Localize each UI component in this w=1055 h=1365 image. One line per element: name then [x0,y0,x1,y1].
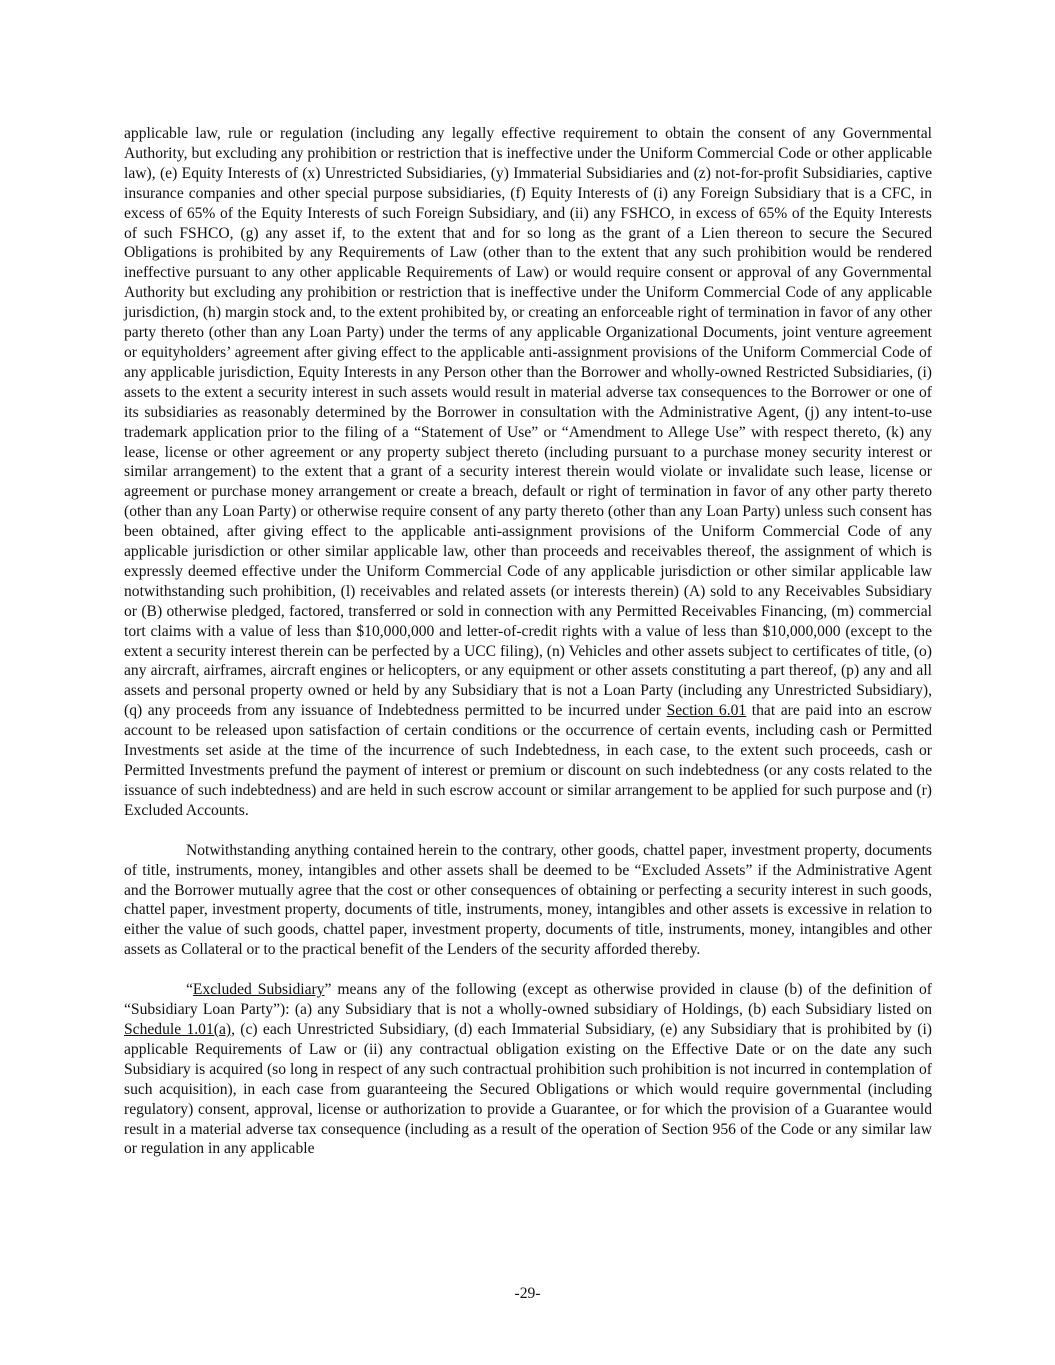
document-page [124,124,932,1179]
paragraph-notwithstanding [124,841,932,960]
paragraph-excluded-subsidiary-definition [124,980,932,1159]
page-number: -29- [514,1285,541,1302]
open-quote: “ [186,981,193,999]
paragraph-text: applicable law, rule or regulation (including any legally effective requirement to obtain the consent of any Governmental Authority, but excluding any prohibition or restriction that is ineffective under the Uniform Commercial Code or other applicable law), (e) Equity Interests of (x) Unrestricted Subsidiaries, (y) Immaterial Subsidiaries and (z) not-for-profit Subsidiaries, captive insurance companies and other special purpose subsidiaries, (f) Equity Interests of (i) any Foreign Subsidiary that is a CFC, in excess of 65% of the Equity Interests of such Foreign Subsidiary, and (ii) any FSHCO, in excess of 65% of the Equity Interests of such FSHCO, (g) any asset if, to the extent that and for so long as the grant of a Lien thereon to secure the Secured Obligations is prohibited by any Requirements of Law (other than to the extent that any such prohibition would be rendered ineffective pursuant to any other applicable Requirements of Law) or would require consent or approval of any Governmental Authority but excluding any prohibition or restriction that is ineffective under the Uniform Commercial Code of any applicable jurisdiction, (h) margin stock and, to the extent prohibited by, or creating an enforceable right of termination in favor of any other party thereto (other than any Loan Party) under the terms of any applicable Organizational Documents, joint venture agreement or equityholders’ agreement after giving effect to the applicable anti-assignment provisions of the Uniform Commercial Code of any applicable jurisdiction, Equity Interests in any Person other than the Borrower and wholly-owned Restricted Subsidiaries, (i) assets to the extent a security interest in such assets would result in material adverse tax consequences to the Borrower or one of its subsidiaries as reasonably determined by the Borrower in consultation with the Administrative Agent, (j) any intent-to-use trademark application prior to the filing of a “Statement of Use” or “Amendment to Allege Use” with respect thereto, (k) any lease, license or other agreement or any property subject thereto (including pursuant to a purchase money security interest or similar arrangement) to the extent that a grant of a security interest therein would violate or invalidate such lease, license or agreement or purchase money arrangement or create a breach, default or right of termination in favor of any other party thereto (other than any Loan Party) or otherwise require consent of any party thereto (other than any Loan Party) unless such consent has been obtained, after giving effect to the applicable anti-assignment provisions of the Uniform Commercial Code of any applicable jurisdiction or other similar applicable law, other than proceeds and receivables thereof, the assignment of which is expressly deemed effective under the Uniform Commercial Code of any applicable jurisdiction or other similar applicable law notwithstanding such prohibition, (l) receivables and related assets (or interests therein) (A) sold to any Receivables Subsidiary or (B) otherwise pledged, factored, transferred or sold in connection with any Permitted Receivables Financing, (m) commercial tort claims with a value of less than $10,000,000 and letter-of-credit rights with a value of less than $10,000,000 (except to the extent a security interest therein can be perfected by a UCC filing), (n) Vehicles and other assets subject to certificates of title, (o) any aircraft, airframes, aircraft engines or helicopters, or any equipment or other assets constituting a part thereof, (p) any and all assets and personal property owned or held by any Subsidiary that is not a Loan Party (including any Unrestricted Subsidiary), (q) any proceeds from any issuance of Indebtedness permitted to be incurred under [124,125,932,720]
paragraph-text: Notwithstanding anything contained herein to the contrary, other goods, chattel paper, investment property, documents of title, instruments, money, intangibles and other assets shall be deemed to be “Excluded Assets” if the Administrative Agent and the Borrower mutually agree that the cost or other consequences of obtaining or perfecting a security interest in such goods, chattel paper, investment property, documents of title, instruments, money, intangibles and other assets is excessive in relation to either the value of such goods, chattel paper, investment property, documents of title, instruments, money, intangibles and other assets as Collateral or to the practical benefit of the Lenders of the security afforded thereby. [124,841,932,959]
section-6-01-reference: Section 6.01 [666,702,747,720]
paragraph-excluded-assets-continued [124,124,932,821]
paragraph-text: ” means any of the following (except as otherwise provided in clause (b) of the definition of “Subsidiary Loan Party”): (a) any Subsidiary that is not a wholly-owned subsidiary of Holdings, (b) each Subsidiary listed on [124,981,932,1019]
paragraph-text: , (c) each Unrestricted Subsidiary, (d) each Immaterial Subsidiary, (e) any Subsidiary that is prohibited by (i) applicable Requirements of Law or (ii) any contractual obligation existing on the Effective Date or on the date any such Subsidiary is acquired (so long in respect of any such contractual prohibition such prohibition is not incurred in contemplation of such acquisition), in each case from guaranteeing the Secured Obligations or which would require governmental (including regulatory) consent, approval, license or authorization to provide a Guarantee, or for which the provision of a Guarantee would result in a material adverse tax consequence (including as a result of the operation of Section 956 of the Code or any similar law or regulation in any applicable [124,1020,932,1158]
schedule-1-01a-reference: Schedule 1.01(a) [124,1020,232,1038]
defined-term-excluded-subsidiary: Excluded Subsidiary [192,981,325,999]
paragraph-text: that are paid into an escrow account to be released upon satisfaction of certain conditions or the occurrence of certain events, including cash or Permitted Investments set aside at the time of the incurrence of such Indebtedness, in each case, to the extent such proceeds, cash or Permitted Investments prefund the payment of interest or premium or discount on such indebtedness (or any costs related to the issuance of such indebtedness) and are held in such escrow account or similar arrangement to be applied for such purpose and (r) Excluded Accounts. [124,702,933,819]
